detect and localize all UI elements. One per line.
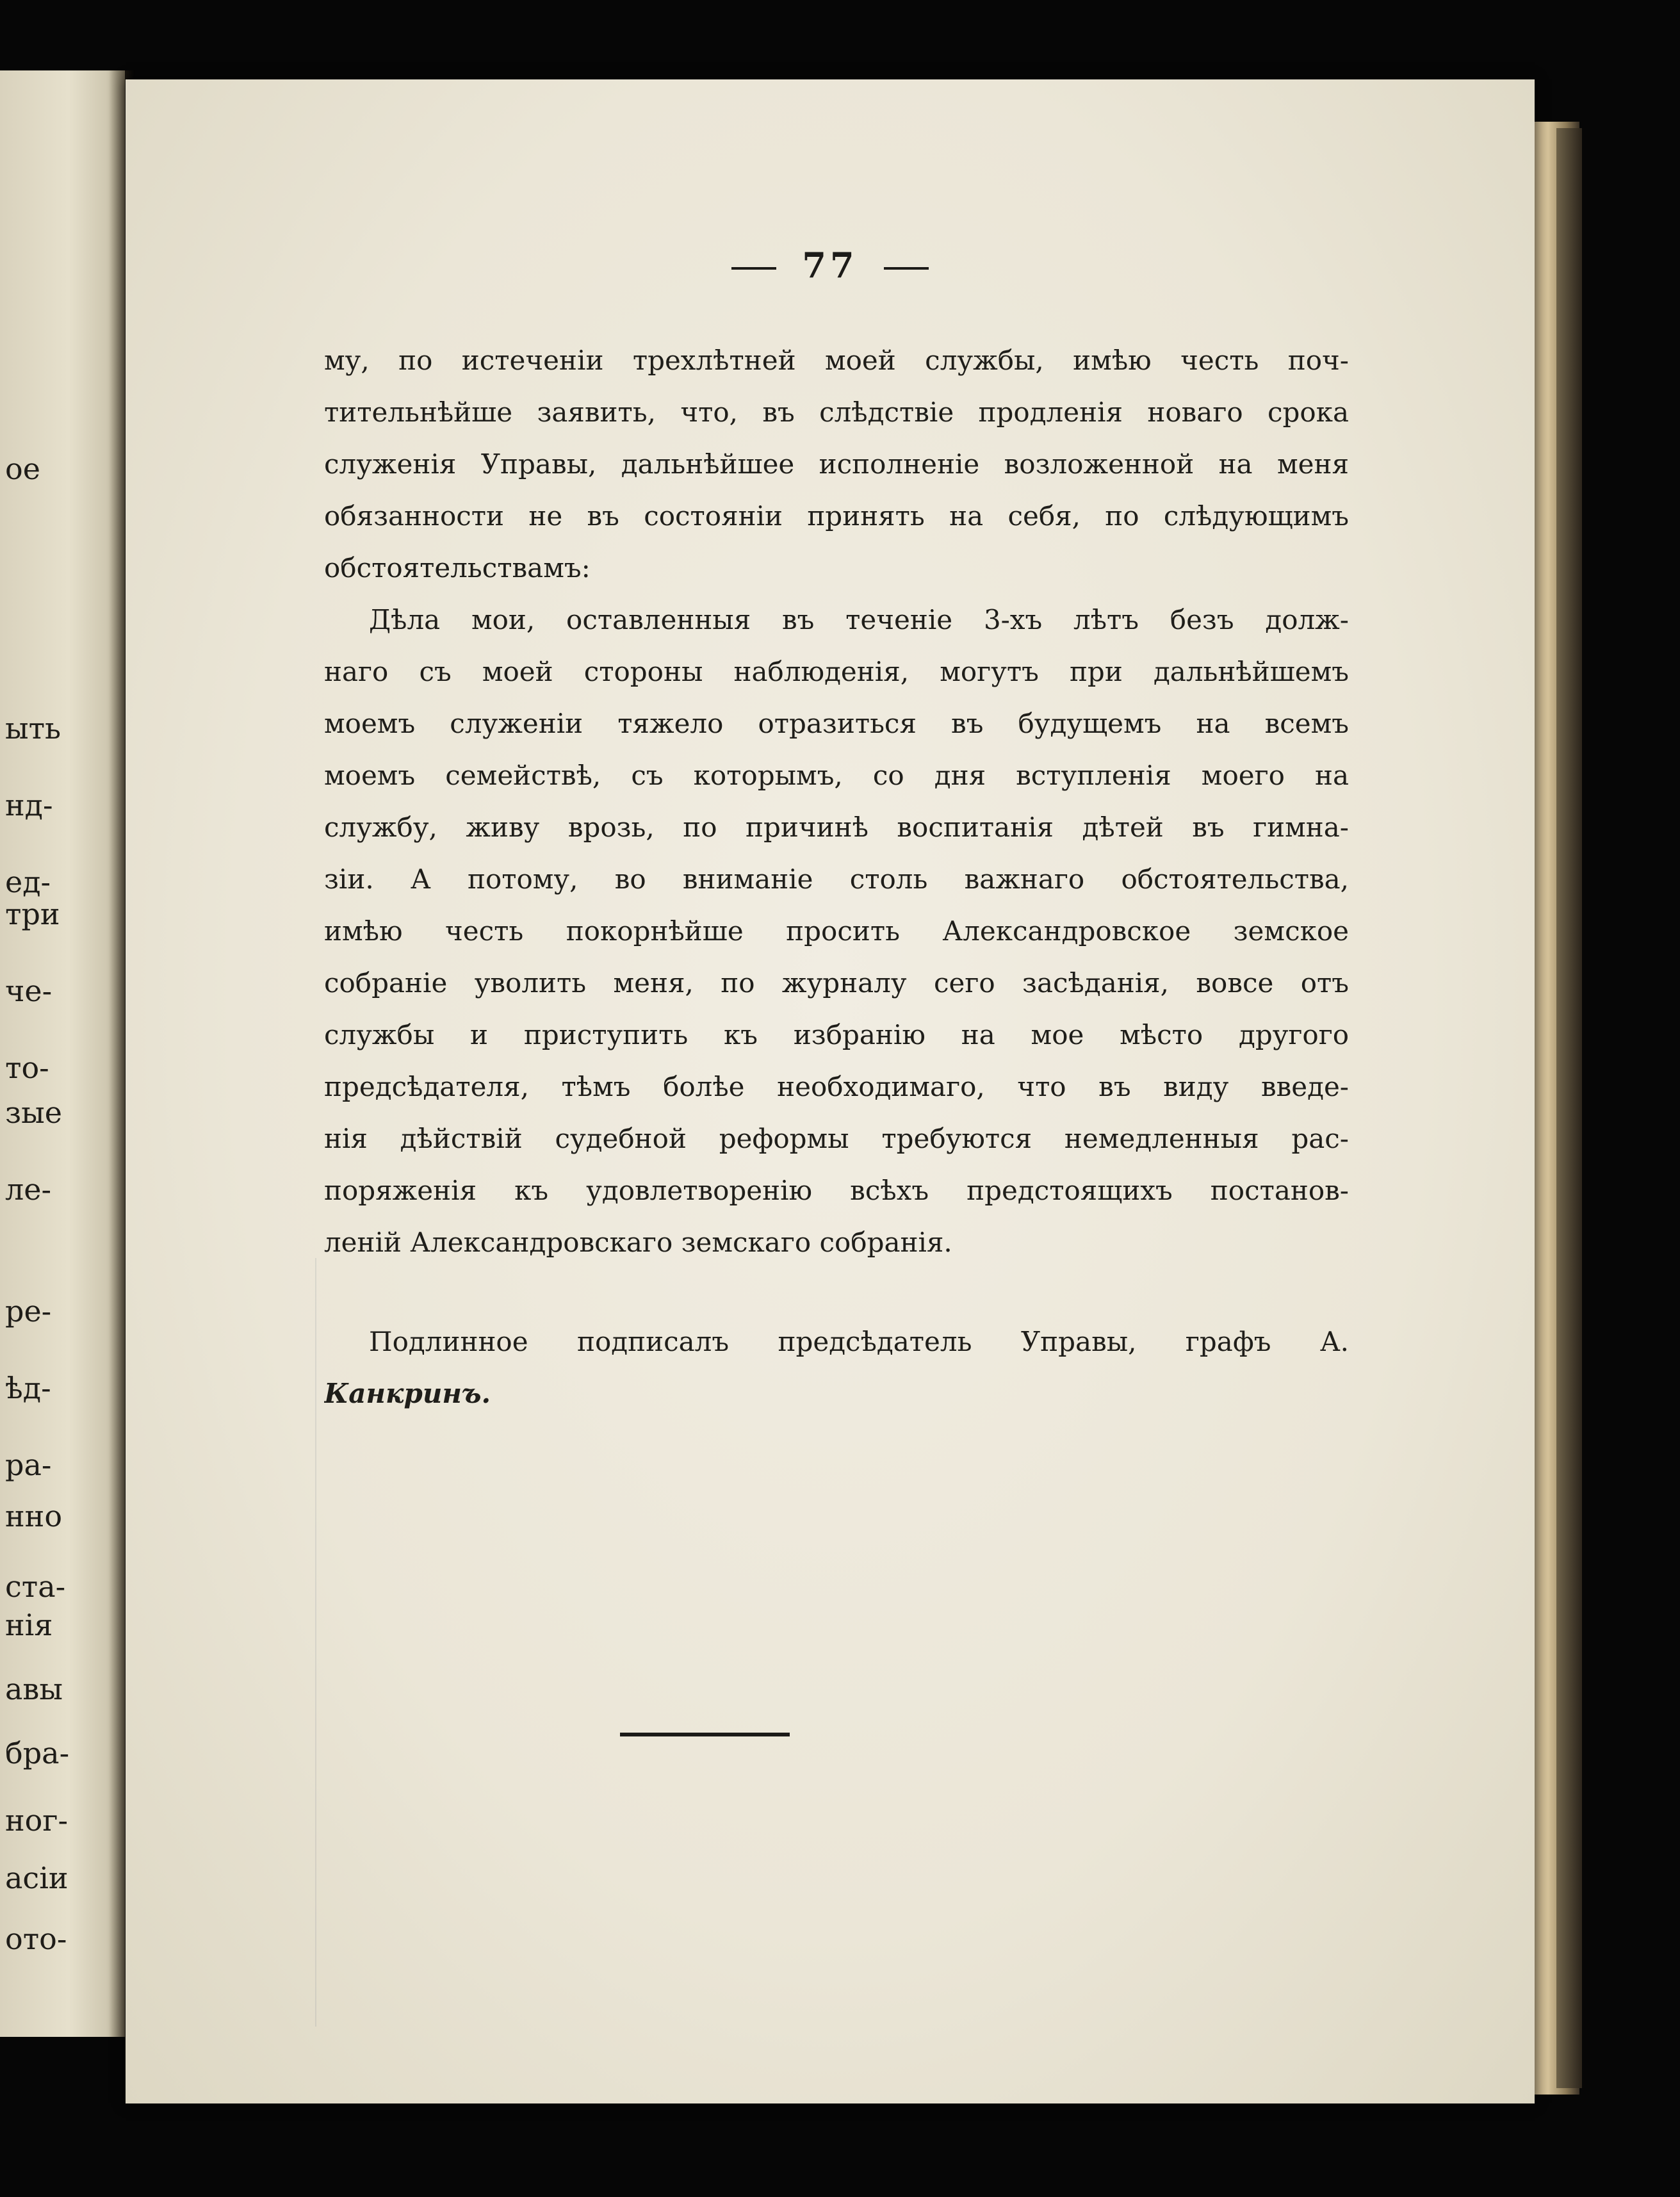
text-line: предсѣдателя, тѣмъ болѣе необходимаго, что въ виду введе- bbox=[324, 1071, 1349, 1102]
text-line: поряженія къ удовлетворенію всѣхъ предстоящихъ постанов- bbox=[324, 1175, 1349, 1206]
signature-line: Подлинное подписалъ предсѣдатель Управы, графъ А. bbox=[369, 1326, 1349, 1357]
paragraph-continuation bbox=[324, 334, 1349, 594]
facing-page-fragment: нд- bbox=[5, 788, 53, 822]
text-line: имѣю честь покорнѣйше просить Александровское земское bbox=[324, 915, 1349, 947]
text-line: обязанности не въ состояніи принять на себя, по слѣдующимъ bbox=[324, 500, 1349, 532]
text-line: зіи. А потому, во вниманіе столь важнаго обстоятельства, bbox=[324, 863, 1349, 895]
signature-name: Канкринъ. bbox=[324, 1378, 491, 1409]
book-cover-edge bbox=[1556, 128, 1582, 2088]
text-line: моемъ служеніи тяжело отразиться въ будущемъ на всемъ bbox=[324, 708, 1349, 739]
text-line: леній Александровскаго земскаго собранія. bbox=[324, 1227, 952, 1258]
facing-page-fragment: ото- bbox=[5, 1922, 67, 1956]
facing-page bbox=[0, 70, 125, 2037]
facing-page-fragment: ѣд- bbox=[5, 1371, 51, 1405]
text-line: тительнѣйше заявить, что, въ слѣдствіе продленія новаго срока bbox=[324, 396, 1349, 428]
text-line: службы и приступить къ избранію на мое мѣсто другого bbox=[324, 1019, 1349, 1050]
facing-page-fragment: ре- bbox=[5, 1294, 52, 1328]
text-line: Дѣла мои, оставленныя въ теченіе 3-хъ лѣтъ безъ долж- bbox=[369, 604, 1349, 635]
text-line: службу, живу врозь, по причинѣ воспитанія дѣтей въ гимна- bbox=[324, 812, 1349, 843]
text-line: наго съ моей стороны наблюденія, могутъ при дальнѣйшемъ bbox=[324, 656, 1349, 687]
facing-page-fragment: ое bbox=[5, 452, 40, 486]
page-number-value: 77 bbox=[802, 245, 858, 286]
text-line: служенія Управы, дальнѣйшее исполненіе возложенной на меня bbox=[324, 448, 1349, 480]
facing-page-fragment: нія bbox=[5, 1608, 53, 1642]
facing-page-fragment: че- bbox=[5, 974, 53, 1008]
facing-page-fragment: нно bbox=[5, 1499, 63, 1533]
facing-page-fragment: ра- bbox=[5, 1448, 52, 1482]
page-number-dash-right bbox=[884, 267, 929, 270]
paragraph-main bbox=[324, 594, 1349, 1268]
facing-page-fragment: ыть bbox=[5, 711, 61, 746]
page-number bbox=[126, 245, 1535, 286]
facing-page-fragment: ста- bbox=[5, 1569, 66, 1604]
bleed-through-rule bbox=[315, 1258, 316, 2027]
book-page bbox=[126, 79, 1535, 2103]
text-line: му, по истеченіи трехлѣтней моей службы, имѣю честь поч- bbox=[324, 345, 1349, 376]
facing-page-fragment: то- bbox=[5, 1050, 49, 1085]
text-line: нія дѣйствій судебной реформы требуются немедленныя рас- bbox=[324, 1123, 1349, 1154]
text-line: моемъ семействѣ, съ которымъ, со дня вступленія моего на bbox=[324, 760, 1349, 791]
facing-page-fragment: ног- bbox=[5, 1803, 68, 1838]
facing-page-fragment: три bbox=[5, 897, 60, 931]
text-line: обстоятельствамъ: bbox=[324, 552, 591, 584]
facing-page-fragment: зые bbox=[5, 1095, 62, 1130]
facing-page-fragment: асіи bbox=[5, 1861, 69, 1895]
page-number-dash-left bbox=[731, 267, 776, 270]
text-line: собраніе уволить меня, по журналу сего засѣданія, вовсе отъ bbox=[324, 967, 1349, 999]
facing-page-fragment: ле- bbox=[5, 1172, 51, 1207]
closing-rule bbox=[620, 1733, 790, 1736]
facing-page-fragment: бра- bbox=[5, 1736, 70, 1770]
signature-block bbox=[324, 1316, 1349, 1419]
facing-page-fragment: авы bbox=[5, 1672, 63, 1706]
facing-page-fragment: ед- bbox=[5, 865, 51, 899]
